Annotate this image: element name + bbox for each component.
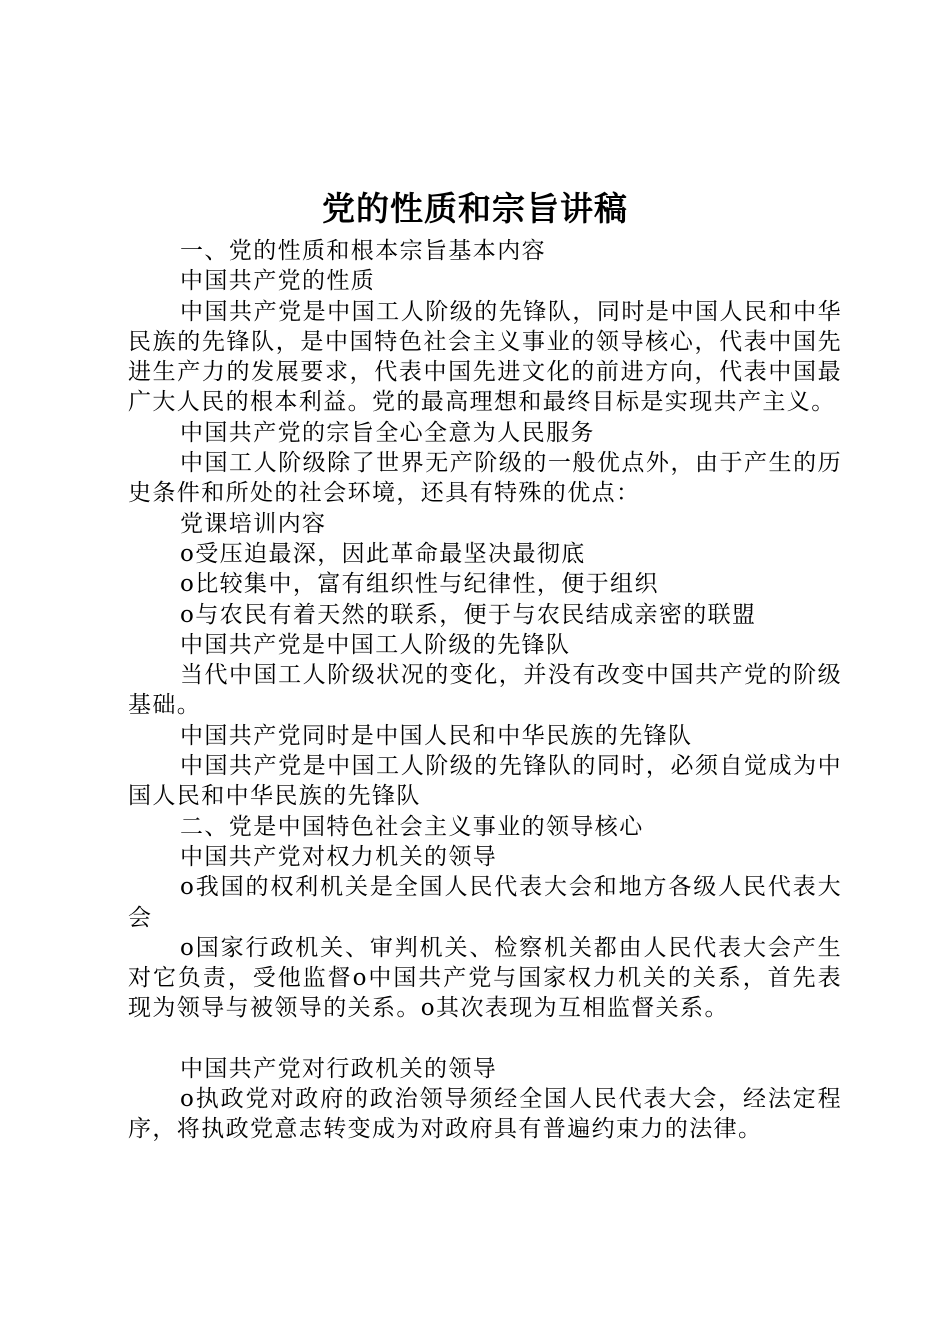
paragraph: 中国共产党同时是中国人民和中华民族的先锋队 xyxy=(180,722,693,749)
paragraph: 一、党的性质和根本宗旨基本内容 xyxy=(180,238,546,264)
paragraph: o国家行政机关、审判机关、检察机关都由人民代表大会产生对它负责，受他监督o中国共产党与国家权力机关的关系，首先表现为领导与被领导的关系。o其次表现为互相监督关系。 xyxy=(128,934,842,1022)
paragraph: o受压迫最深，因此革命最坚决最彻底 xyxy=(180,540,586,567)
paragraph: o与农民有着天然的联系，便于与农民结成亲密的联盟 xyxy=(180,601,757,628)
paragraph: 二、党是中国特色社会主义事业的领导核心 xyxy=(180,813,644,840)
paragraph: 中国共产党是中国工人阶级的先锋队，同时是中国人民和中华民族的先锋队，是中国特色社会主义事业的领导核心，代表中国先进生产力的发展要求，代表中国先进文化的前进方向，代表中国最广大人民的根本利益。党的最高理想和最终目标是实现共产主义。 xyxy=(128,298,842,416)
paragraph: o比较集中，富有组织性与纪律性，便于组织 xyxy=(180,571,659,598)
paragraph: 中国共产党对行政机关的领导 xyxy=(180,1055,498,1082)
paragraph: 中国共产党的宗旨全心全意为人民服务 xyxy=(180,419,595,446)
document-body xyxy=(128,236,842,1145)
paragraph: 中国共产党是中国工人阶级的先锋队的同时，必须自觉成为中国人民和中华民族的先锋队 xyxy=(128,753,842,810)
paragraph: o执政党对政府的政治领导须经全国人民代表大会，经法定程序，将执政党意志转变成为对政府具有普遍约束力的法律。 xyxy=(128,1086,842,1143)
paragraph: 当代中国工人阶级状况的变化，并没有改变中国共产党的阶级基础。 xyxy=(128,662,842,719)
paragraph: 中国共产党是中国工人阶级的先锋队 xyxy=(180,631,571,658)
paragraph: 党课培训内容 xyxy=(180,510,327,537)
paragraph: 中国共产党对权力机关的领导 xyxy=(180,843,498,870)
paragraph: o我国的权利机关是全国人民代表大会和地方各级人民代表大会 xyxy=(128,874,842,931)
paragraph: 中国工人阶级除了世界无产阶级的一般优点外，由于产生的历史条件和所处的社会环境，还具有特殊的优点： xyxy=(128,450,842,507)
document-title: 党的性质和宗旨讲稿 xyxy=(322,189,628,228)
paragraph: 中国共产党的性质 xyxy=(180,268,376,295)
